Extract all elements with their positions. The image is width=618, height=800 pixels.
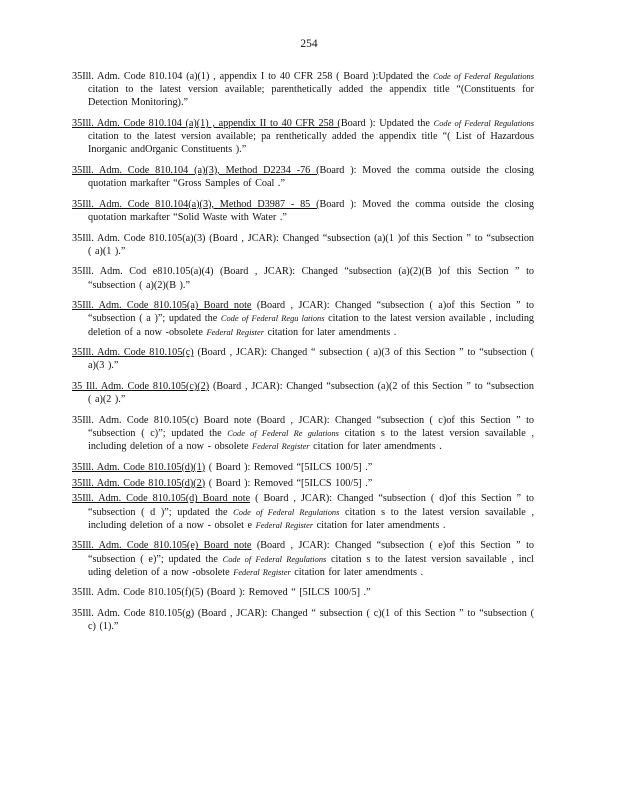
amendment-list xyxy=(72,70,534,641)
italic-title: Code of Federal Regulations xyxy=(233,507,340,517)
citation-reference: 35 Ill. Adm. Code 810.105(c)(2) xyxy=(72,380,210,392)
amendment-text: Updated the xyxy=(378,71,434,82)
italic-title: Federal Register xyxy=(252,442,310,452)
amendment-text: ( Board ): Removed “[5ILCS 100/5] .” xyxy=(205,461,373,473)
amendment-text: citation for later amendments . xyxy=(290,566,424,578)
page-number: 254 xyxy=(300,38,318,50)
amendment-text: citation s to the latest version savailable , including deletion of a now - obsolet e xyxy=(88,506,534,531)
amendment-entry xyxy=(72,380,534,406)
citation-reference: 35Ill. Adm. Code 810.105(d) Board note xyxy=(72,493,251,505)
amendment-entry xyxy=(72,164,534,190)
amendment-entry xyxy=(72,198,534,224)
citation-reference: 35Ill. Adm. Code 810.104 (a)(1) , appendix II to 40 CFR 258 ( xyxy=(72,118,341,129)
amendment-text: Board ): Moved the comma outside the closing quotation markafter “Gross Samples of Coal .” xyxy=(88,165,534,190)
amendment-entry xyxy=(72,539,534,579)
citation-reference: 35Ill. Adm. Code 810.104 (a)(3), Method D2234 -76 ( xyxy=(72,165,320,176)
italic-title: Federal Register xyxy=(206,327,264,337)
citation-reference: 35Ill. Adm. Code 810.105(f)(5) xyxy=(72,587,204,599)
amendment-entry xyxy=(72,461,534,474)
citation-reference: 35Ill. Adm. Code 810.105(d)(2) xyxy=(72,477,206,489)
amendment-entry xyxy=(72,586,534,599)
amendment-text: (Board , JCAR): Changed “subsection (a)(1 )of this Section ” to “subsection ( a)(1 ).” xyxy=(88,232,535,257)
amendment-text: (Board , JCAR): Changed “ subsection ( c)(1 of this Section ” to “subsection ( c) (1).” xyxy=(88,607,534,633)
citation-reference: 35Ill. Adm. Code 810.105(a) Board note xyxy=(72,300,252,312)
italic-title: Code of Federal Re gulations xyxy=(227,428,339,438)
citation-reference: 35Ill. Adm. Code 810.105(c) xyxy=(72,347,194,359)
amendment-text: (Board ): Removed “ [5ILCS 100/5] .” xyxy=(203,587,371,599)
amendment-entry xyxy=(72,299,534,339)
amendment-entry xyxy=(72,607,534,633)
amendment-text: citation s to the latest version savailable , including deletion of a now - obsolete xyxy=(88,427,534,453)
amendment-text: citation to the latest version available , including deletion of a now -obsolete xyxy=(88,313,535,338)
amendment-text: Board ): Moved the comma outside the closing quotation markafter “Solid Waste with Water .” xyxy=(88,198,534,223)
italic-title: Federal Register xyxy=(255,520,314,530)
citation-reference: 35Ill. Adm. Code 810.104 (a)(1) , appendix I to 40 CFR 258 ( Board ): xyxy=(72,71,379,82)
amendment-entry xyxy=(72,70,534,110)
citation-reference: 35Ill. Adm. Code 810.105(c) Board note xyxy=(72,414,252,426)
amendment-text: citation to the latest version available; parenthetically added the appendix title “(Constituents for Detection Monitoring).” xyxy=(88,84,534,109)
amendment-entry xyxy=(72,117,534,157)
amendment-text: citation for later amendments . xyxy=(263,326,397,338)
amendment-entry xyxy=(72,477,534,490)
amendment-text: ( Board ): Removed “[5ILCS 100/5] .” xyxy=(205,477,373,489)
italic-title: Code of Federal Regulations xyxy=(433,119,534,128)
amendment-text: (Board , JCAR): Changed “subsection ( c)of this Section ” to “subsection ( c)”; updated the xyxy=(88,414,534,439)
amendment-entry xyxy=(72,232,534,258)
citation-reference: 35Ill. Adm. Code 810.105(e) Board note xyxy=(72,540,252,552)
amendment-text: citation for later amendments . xyxy=(313,519,446,531)
amendment-text: (Board , JCAR): Changed “subsection ( a)of this Section ” to “subsection ( a )”; updated the xyxy=(88,300,534,325)
amendment-text: citation for later amendments . xyxy=(309,441,442,453)
citation-reference: 35Ill. Adm. Code 810.105(d)(1) xyxy=(72,461,206,473)
amendment-text: (Board , JCAR): Changed “ subsection ( a)(3 of this Section ” to “subsection ( a)(3 ).” xyxy=(88,347,534,372)
amendment-text: (Board , JCAR): Changed “subsection (a)(2)(B )of this Section ” to “subsection ( a)(2)(B ).” xyxy=(88,266,534,291)
citation-reference: 35Ill. Adm. Code 810.105(a)(3) xyxy=(72,232,206,244)
amendment-entry xyxy=(72,265,534,291)
amendment-entry xyxy=(72,492,534,532)
amendment-text: citation s to the latest version savailable , incl uding deletion of a now -obsolete xyxy=(88,553,534,578)
amendment-text: (Board , JCAR): Changed “subsection (a)(2 of this Section ” to “subsection ( a)(2 ).” xyxy=(88,380,534,406)
citation-reference: 35Ill. Adm. Code 810.104(a)(3), Method D3987 - 85 ( xyxy=(72,198,320,210)
italic-title: Code of Federal Regu lations xyxy=(220,314,325,324)
italic-title: Code of Federal Regulations xyxy=(433,72,534,81)
citation-reference: 35Ill. Adm. Code 810.105(g) xyxy=(72,607,195,619)
italic-title: Federal Register xyxy=(233,567,291,577)
amendment-text: Board ): Updated the xyxy=(340,118,434,129)
italic-title: Code of Federal Regulations xyxy=(222,554,327,564)
amendment-text: ( Board , JCAR): Changed “subsection ( d)of this Section ” to “subsection ( d )”; updated the xyxy=(88,493,534,518)
amendment-entry xyxy=(72,346,534,372)
amendment-text: (Board , JCAR): Changed “subsection ( e)of this Section ” to “subsection ( e)”; updated the xyxy=(88,540,534,565)
amendment-entry xyxy=(72,414,534,454)
amendment-text: citation to the latest version available; pa renthetically added the appendix title “( List of Hazardous Inorganic andOrganic Constituents ).” xyxy=(88,131,534,156)
citation-reference: 35Ill. Adm. Cod e810.105(a)(4) xyxy=(72,266,214,278)
